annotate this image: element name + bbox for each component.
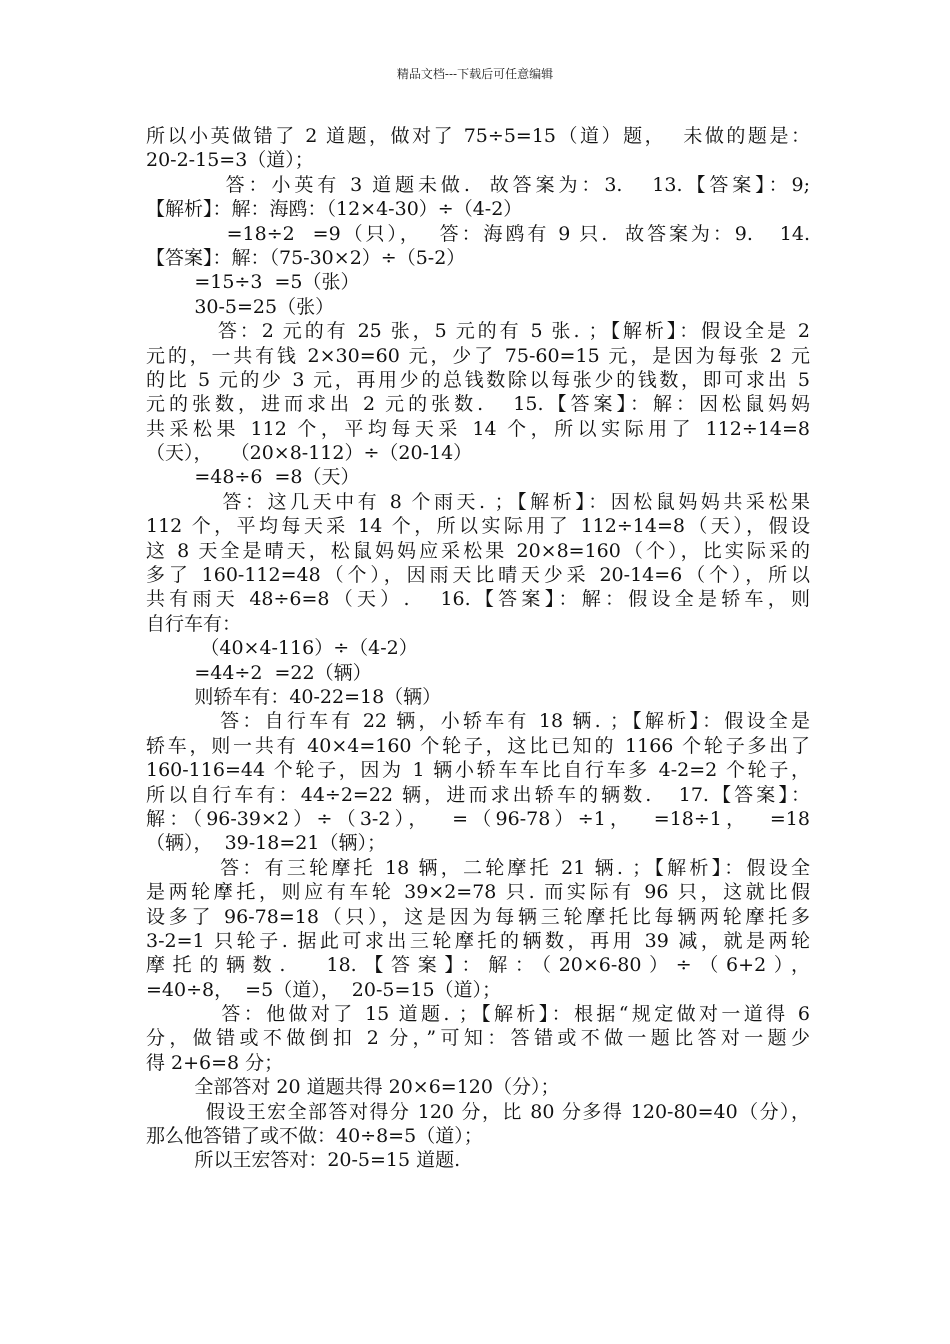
text-line: （辆）， 39-18=21（辆）； xyxy=(146,832,386,855)
text-line: 答：自行车有 22 辆，小轿车有 18 辆. ；【解析】：假设全是 xyxy=(146,710,810,733)
text-line: 160-116=44 个轮子，因为 1 辆小轿车车比自行车多 4-2=2 个轮子， xyxy=(146,759,810,782)
text-line: 112 个，平均每天采 14 个，所以实际用了 112÷14=8（天），假设 xyxy=(146,515,810,538)
text-line: =15÷3 =5（张） xyxy=(146,271,360,294)
text-line: 自行车有： xyxy=(146,612,242,635)
text-line: 元的，一共有钱 2×30=60 元，少了 75-60=15 元，是因为每张 2 元 xyxy=(146,344,810,367)
text-line: 全部答对 20 道题共得 20×6=120（分）； xyxy=(146,1076,560,1099)
text-line: 摩托的辆数. 18.【答案】：解：（20×6-80）÷（6+2）， xyxy=(146,954,810,977)
text-line: 答：他做对了 15 道题. ；【解析】：根据“规定做对一道得 6 xyxy=(146,1003,810,1026)
text-line: 答：有三轮摩托 18 辆，二轮摩托 21 辆. ；【解析】：假设全 xyxy=(146,856,810,879)
text-line: 轿车，则一共有 40×4=160 个轮子，这比已知的 1166 个轮子多出了 xyxy=(146,734,810,757)
text-line: 这 8 天全是晴天，松鼠妈妈应采松果 20×8=160（个），比实际采的 xyxy=(146,539,810,562)
text-line: （天）， （20×8-112）÷（20-14） xyxy=(146,442,473,465)
text-line: =18÷2 =9（只）， 答：海鸥有 9 只. 故答案为：9. 14. xyxy=(146,222,810,245)
text-line: 则轿车有：40-22=18（辆） xyxy=(146,685,442,708)
document-body xyxy=(146,124,810,1173)
text-line: 是两轮摩托，则应有车轮 39×2=78 只. 而实际有 96 只，这就比假 xyxy=(146,881,810,904)
text-line: =44÷2 =22（辆） xyxy=(146,661,372,684)
text-line: 的比 5 元的少 3 元，再用少的总钱数除以每张少的钱数，即可求出 5 xyxy=(146,368,810,391)
text-line: 30-5=25（张） xyxy=(146,295,335,318)
text-line: （40×4-116）÷（4-2） xyxy=(146,637,418,660)
text-line: 共有雨天 48÷6=8（天）. 16.【答案】：解：假设全是轿车，则 xyxy=(146,588,810,611)
text-line: 所以自行车有：44÷2=22 辆，进而求出轿车的辆数. 17.【答案】： xyxy=(146,783,810,806)
text-line: 【答案】：解：（75-30×2）÷（5-2） xyxy=(146,246,466,269)
text-line: 解：（96-39×2）÷（3-2）， =（96-78）÷1， =18÷1， =18 xyxy=(146,807,810,830)
text-line: 20-2-15=3（道）； xyxy=(146,149,314,172)
text-line: 3-2=1 只轮子. 据此可求出三轮摩托的辆数，再用 39 减，就是两轮 xyxy=(146,929,810,952)
text-line: 设多了 96-78=18（只），这是因为每辆三轮摩托比每辆两轮摩托多 xyxy=(146,905,810,928)
text-line: 共采松果 112 个，平均每天采 14 个，所以实际用了 112÷14=8 xyxy=(146,417,810,440)
text-line: 答：小英有 3 道题未做. 故答案为：3. 13.【答案】：9; xyxy=(146,173,810,196)
text-line: =40÷8， =5（道）， 20-5=15（道）； xyxy=(146,978,502,1001)
text-line: 多了 160-112=48（个），因雨天比晴天少采 20-14=6（个），所以 xyxy=(146,564,810,587)
text-line: 所以王宏答对：20-5=15 道题. xyxy=(146,1149,461,1172)
page-header: 精品文档---下载后可任意编辑 xyxy=(396,67,554,81)
text-line: 分，做错或不做倒扣 2 分，”可知：答错或不做一题比答对一题少 xyxy=(146,1027,810,1050)
text-line: 【解析】：解：海鸥：（12×4-30）÷（4-2） xyxy=(146,198,523,221)
text-line: 答：这几天中有 8 个雨天. ；【解析】：因松鼠妈妈共采松果 xyxy=(146,490,810,513)
text-line: 答：2 元的有 25 张，5 元的有 5 张. ；【解析】：假设全是 2 xyxy=(146,320,810,343)
text-line: 得 2+6=8 分； xyxy=(146,1051,284,1074)
text-line: 假设王宏全部答对得分 120 分，比 80 分多得 120-80=40（分）， xyxy=(146,1100,810,1123)
text-line: 所以小英做错了 2 道题，做对了 75÷5=15（道）题， 未做的题是： xyxy=(146,125,810,147)
text-line: 元的张数，进而求出 2 元的张数. 15.【答案】：解：因松鼠妈妈 xyxy=(146,393,810,416)
text-line: 那么他答错了或不做：40÷8=5（道）； xyxy=(146,1125,483,1148)
text-line: =48÷6 =8（天） xyxy=(146,466,360,489)
